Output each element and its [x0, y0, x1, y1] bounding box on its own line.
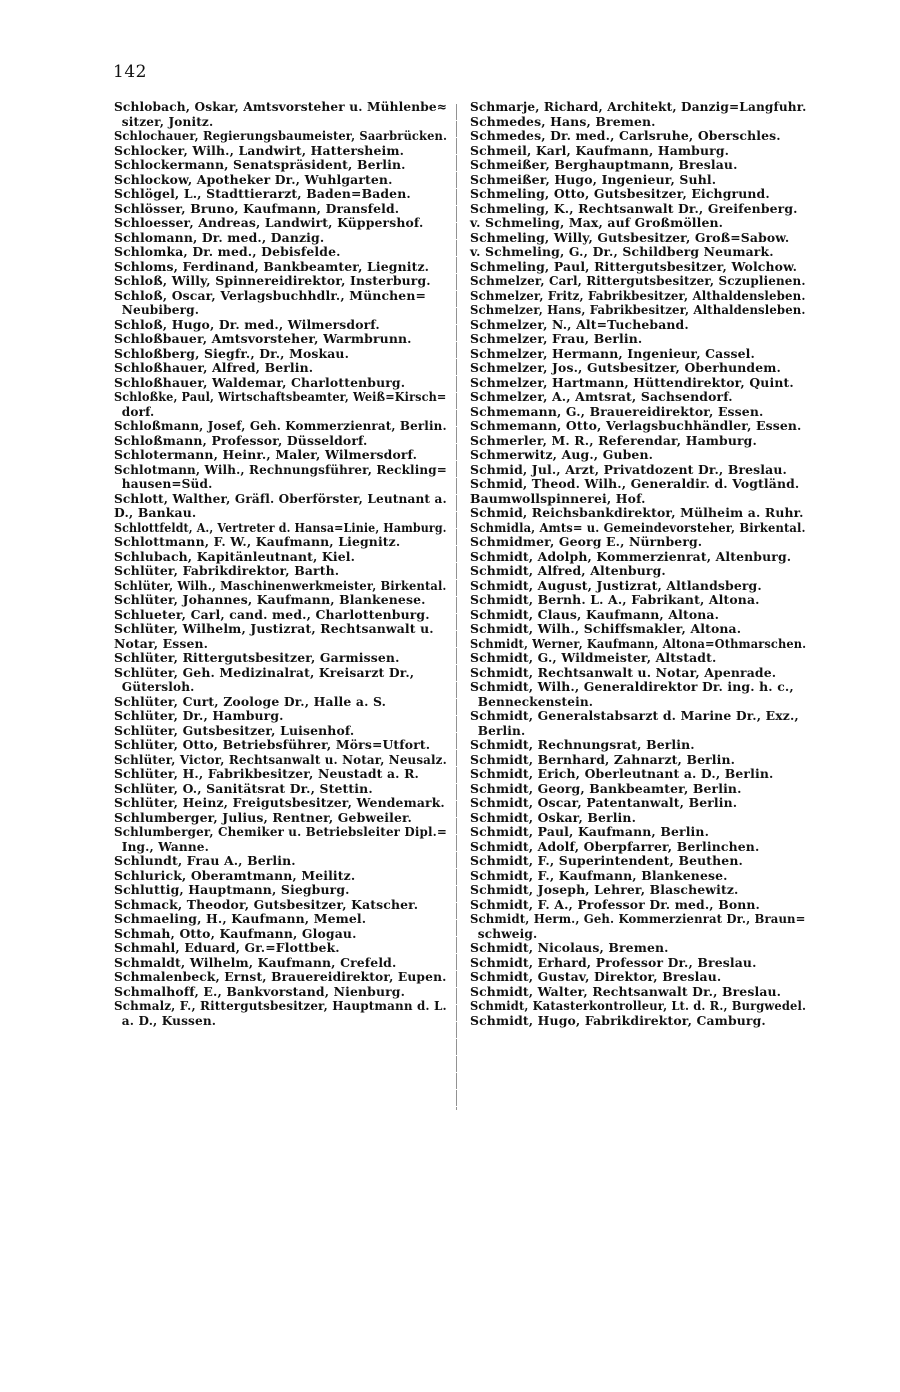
directory-entry: sitzer, Jonitz. [121, 113, 214, 129]
directory-entry: Schlüter, Victor, Rechtsanwalt u. Notar, Neusalz. [114, 751, 447, 767]
directory-entry: Schmalenbeck, Ernst, Brauereidirektor, Eupen. [114, 969, 447, 984]
directory-entry: Benneckenstein. [477, 693, 594, 709]
directory-entry: Notar, Essen. [114, 635, 209, 651]
directory-entry: Schmidt, Hugo, Fabrikdirektor, Camburg. [470, 1012, 766, 1028]
directory-entry: Schmalz, F., Rittergutsbesitzer, Hauptmann d. L. [114, 998, 447, 1013]
directory-entry: Schloßke, Paul, Wirtschaftsbeamter, Weiß=Kirsch= [114, 389, 447, 404]
directory-entry: Schlüter, H., Fabrikbesitzer, Neustadt a. R. [114, 766, 419, 781]
directory-entry: Schmidmer, Georg E., Nürnberg. [470, 534, 703, 549]
directory-entry: Schlockermann, Senatspräsident, Berlin. [114, 157, 406, 172]
directory-entry: v. Schmeling, G., Dr., Schildberg Neumark. [470, 244, 774, 259]
directory-entry: Schmelzer, Hartmann, Hüttendirektor, Quint. [470, 374, 794, 390]
directory-entry: Schlüter, Dr., Hamburg. [114, 708, 284, 723]
directory-entry: Schloms, Ferdinand, Bankbeamter, Liegnitz. [114, 258, 430, 274]
directory-entry: Schmidt, Werner, Kaufmann, Altona=Othmarschen. [470, 635, 807, 651]
directory-entry: Schlumberger, Julius, Rentner, Gebweiler. [114, 809, 412, 825]
directory-entry: Schmerwitz, Aug., Guben. [470, 447, 654, 462]
directory-entry: Schmedes, Hans, Bremen. [470, 113, 656, 129]
directory-entry: Schlüter, Fabrikdirektor, Barth. [114, 563, 340, 578]
directory-entry: Schmidt, Adolph, Kommerzienrat, Altenburg. [470, 548, 792, 564]
directory-entry: dorf. [121, 403, 155, 419]
directory-entry: Schlockow, Apotheker Dr., Wuhlgarten. [114, 171, 393, 187]
directory-entry: Schmidt, Joseph, Lehrer, Blaschewitz. [470, 882, 739, 897]
directory-entry: Schlobach, Oskar, Amtsvorsteher u. Mühlenbe≈ [114, 99, 448, 114]
directory-entry: Schmemann, G., Brauereidirektor, Essen. [470, 403, 764, 419]
directory-entry: Schlurick, Oberamtmann, Meilitz. [114, 867, 356, 883]
directory-entry: Schmidt, Erich, Oberleutnant a. D., Berlin. [470, 766, 774, 781]
directory-entry: Schmeil, Karl, Kaufmann, Hamburg. [470, 142, 730, 158]
directory-entry: Schmelzer, A., Amtsrat, Sachsendorf. [470, 389, 733, 404]
directory-entry: Schmalhoff, E., Bankvorstand, Nienburg. [114, 983, 406, 999]
directory-entry: Schmelzer, N., Alt=Tucheband. [470, 316, 689, 332]
directory-entry: v. Schmeling, Max, auf Großmöllen. [470, 215, 724, 230]
directory-entry: Schloßmann, Professor, Düsseldorf. [114, 432, 368, 448]
directory-entry: hausen=Süd. [121, 476, 213, 491]
directory-entry: Schmemann, Otto, Verlagsbuchhändler, Essen. [470, 418, 802, 433]
directory-entry: Schmidla, Amts= u. Gemeindevorsteher, Birkental. [470, 519, 806, 535]
directory-entry: Baumwollspinnerei, Hof. [470, 490, 646, 506]
directory-entry: Schloßbauer, Amtsvorsteher, Warmbrunn. [114, 331, 412, 346]
directory-entry: Schlüter, Otto, Betriebsführer, Mörs=Utfort. [114, 737, 431, 752]
directory-entry: Schlüter, Heinz, Freigutsbesitzer, Wendemark. [114, 795, 445, 810]
directory-entry: Schlüter, Rittergutsbesitzer, Garmissen. [114, 650, 400, 665]
directory-entry: Schlüter, Curt, Zoologe Dr., Halle a. S. [114, 693, 387, 709]
directory-entry: Schmeißer, Berghauptmann, Breslau. [470, 157, 738, 172]
directory-entry: Schluttig, Hauptmann, Siegburg. [114, 882, 350, 897]
directory-entry: Schmah, Otto, Kaufmann, Glogau. [114, 925, 357, 941]
page-number: 142 [113, 62, 147, 82]
directory-entry: Schmeißer, Hugo, Ingenieur, Suhl. [470, 171, 717, 187]
directory-entry: Schlüter, Geh. Medizinalrat, Kreisarzt Dr., [114, 664, 415, 680]
directory-entry: Schmeling, K., Rechtsanwalt Dr., Greifenberg. [470, 200, 798, 216]
directory-entry: Schlubach, Kapitänleutnant, Kiel. [114, 548, 356, 564]
directory-entry: Schlomka, Dr. med., Debisfelde. [114, 244, 341, 259]
directory-entry: Schmidt, Oscar, Patentanwalt, Berlin. [470, 795, 738, 810]
directory-entry: Schlott, Walther, Gräfl. Oberförster, Leutnant a. [114, 490, 447, 506]
directory-entry: Schmidt, Wilh., Generaldirektor Dr. ing. h. c., [470, 679, 794, 694]
directory-entry: Schmelzer, Carl, Rittergutsbesitzer, Sczuplienen. [470, 273, 806, 288]
directory-entry: Schlottmann, F. W., Kaufmann, Liegnitz. [114, 534, 401, 549]
directory-entry: Schmeling, Paul, Rittergutsbesitzer, Wolchow. [470, 258, 798, 274]
directory-entry: Schloßhauer, Waldemar, Charlottenburg. [114, 374, 406, 390]
directory-entry: Schmidt, Oskar, Berlin. [470, 809, 637, 825]
directory-entry: Schmidt, Wilh., Schiffsmakler, Altona. [470, 621, 742, 636]
directory-entry: Schmidt, F., Kaufmann, Blankenese. [470, 867, 728, 883]
directory-entry: Schmidt, Erhard, Professor Dr., Breslau. [470, 954, 757, 970]
directory-entry: schweig. [477, 925, 538, 941]
directory-entry: Schmedes, Dr. med., Carlsruhe, Oberschles. [470, 128, 781, 143]
directory-entry: Schmidt, Bernhard, Zahnarzt, Berlin. [470, 751, 736, 767]
directory-entry: Schmeling, Otto, Gutsbesitzer, Eichgrund. [470, 186, 770, 201]
directory-entry: Schmidt, Walter, Rechtsanwalt Dr., Breslau. [470, 983, 782, 999]
directory-entry: Schlotmann, Wilh., Rechnungsführer, Reckling= [114, 461, 447, 477]
directory-entry: Schmerler, M. R., Referendar, Hamburg. [470, 432, 757, 448]
directory-entry: Schlomann, Dr. med., Danzig. [114, 229, 325, 245]
directory-entry: Schmidt, Adolf, Oberpfarrer, Berlinchen. [470, 838, 760, 854]
directory-entry: Schmidt, Paul, Kaufmann, Berlin. [470, 824, 710, 839]
directory-entry: Schloßhauer, Alfred, Berlin. [114, 360, 314, 375]
directory-entry: Schlüter, Gutsbesitzer, Luisenhof. [114, 722, 355, 738]
directory-entry: Schmidt, F. A., Professor Dr. med., Bonn. [470, 896, 761, 912]
directory-entry: Schmelzer, Fritz, Fabrikbesitzer, Althaldensleben. [470, 287, 806, 303]
directory-entry: Schmidt, Georg, Bankbeamter, Berlin. [470, 780, 742, 796]
directory-entry: Schlösser, Bruno, Kaufmann, Dransfeld. [114, 200, 400, 216]
directory-entry: Schlüter, Wilh., Maschinenwerkmeister, Birkental. [114, 577, 447, 593]
directory-entry: Schmid, Jul., Arzt, Privatdozent Dr., Breslau. [470, 461, 787, 477]
directory-entry: D., Bankau. [114, 505, 197, 520]
directory-entry: a. D., Kussen. [121, 1012, 217, 1028]
directory-entry: Schlochauer, Regierungsbaumeister, Saarbrücken. [114, 128, 448, 143]
directory-entry: Schmelzer, Hermann, Ingenieur, Cassel. [470, 345, 755, 361]
directory-entry: Schmidt, Gustav, Direktor, Breslau. [470, 969, 722, 984]
directory-entry: Schloß, Hugo, Dr. med., Wilmersdorf. [114, 316, 380, 332]
directory-entry: Schlundt, Frau A., Berlin. [114, 853, 296, 868]
directory-entry: Schmelzer, Frau, Berlin. [470, 331, 643, 346]
directory-entry: Schmidt, August, Justizrat, Altlandsberg. [470, 577, 762, 593]
directory-entry: Schlotermann, Heinr., Maler, Wilmersdorf. [114, 447, 418, 462]
directory-entry: Schloesser, Andreas, Landwirt, Küppershof. [114, 215, 424, 230]
directory-entry: Schlottfeldt, A., Vertreter d. Hansa=Linie, Hamburg. [114, 519, 447, 535]
left-column [114, 100, 447, 1028]
directory-entry: Schmid, Reichsbankdirektor, Mülheim a. Ruhr. [470, 505, 804, 520]
directory-entry: Schlüter, Wilhelm, Justizrat, Rechtsanwalt u. [114, 621, 434, 636]
directory-entry: Schloßmann, Josef, Geh. Kommerzienrat, Berlin. [114, 418, 447, 433]
directory-entry: Schmaeling, H., Kaufmann, Memel. [114, 911, 367, 926]
directory-entry: Schloß, Willy, Spinnereidirektor, Insterburg. [114, 273, 431, 288]
directory-entry: Gütersloh. [121, 679, 195, 694]
directory-entry: Schmelzer, Hans, Fabrikbesitzer, Althaldensleben. [470, 302, 806, 317]
directory-entry: Schmidt, Claus, Kaufmann, Altona. [470, 606, 720, 622]
directory-entry: Schmidt, Rechnungsrat, Berlin. [470, 737, 695, 752]
directory-entry: Berlin. [477, 722, 526, 738]
directory-entry: Schloß, Oscar, Verlagsbuchhdlr., München= [114, 287, 427, 303]
directory-entry: Schmelzer, Jos., Gutsbesitzer, Oberhundem. [470, 360, 782, 375]
directory-entry: Schmidt, Alfred, Altenburg. [470, 563, 666, 578]
directory-entry: Ing., Wanne. [121, 838, 209, 854]
directory-entry: Schmid, Theod. Wilh., Generaldir. d. Vogtländ. [470, 476, 800, 491]
directory-entry: Schmidt, Rechtsanwalt u. Notar, Apenrade. [470, 664, 777, 680]
right-column [470, 100, 806, 1028]
directory-entry: Schlögel, L., Stadttierarzt, Baden=Baden. [114, 186, 411, 201]
column-divider [456, 104, 457, 1110]
directory-entry: Schlüter, O., Sanitätsrat Dr., Stettin. [114, 780, 373, 796]
directory-entry: Schmeling, Willy, Gutsbesitzer, Groß=Sabow. [470, 229, 790, 245]
directory-entry: Schmarje, Richard, Architekt, Danzig=Langfuhr. [470, 99, 807, 114]
directory-entry: Schmidt, G., Wildmeister, Altstadt. [470, 650, 717, 665]
directory-entry: Schmidt, Herm., Geh. Kommerzienrat Dr., Braun= [470, 911, 806, 926]
directory-entry: Schlumberger, Chemiker u. Betriebsleiter Dipl.= [114, 824, 447, 839]
directory-entry: Schmaldt, Wilhelm, Kaufmann, Crefeld. [114, 954, 397, 970]
directory-entry: Schlüter, Johannes, Kaufmann, Blankenese. [114, 592, 426, 607]
directory-entry: Schloßberg, Siegfr., Dr., Moskau. [114, 345, 350, 361]
directory-entry: Schmidt, Bernh. L. A., Fabrikant, Altona. [470, 592, 760, 607]
directory-entry: Schmack, Theodor, Gutsbesitzer, Katscher. [114, 896, 419, 912]
directory-entry: Schlocker, Wilh., Landwirt, Hattersheim. [114, 142, 405, 158]
directory-entry: Schlueter, Carl, cand. med., Charlottenburg. [114, 606, 430, 622]
directory-entry: Neubiberg. [121, 302, 200, 317]
directory-entry: Schmidt, Katasterkontrolleur, Lt. d. R., Burgwedel. [470, 998, 807, 1013]
directory-entry: Schmidt, Nicolaus, Bremen. [470, 940, 669, 955]
directory-entry: Schmidt, Generalstabsarzt d. Marine Dr., Exz., [470, 708, 799, 723]
directory-entry: Schmahl, Eduard, Gr.=Flottbek. [114, 940, 340, 955]
directory-entry: Schmidt, F., Superintendent, Beuthen. [470, 853, 743, 868]
